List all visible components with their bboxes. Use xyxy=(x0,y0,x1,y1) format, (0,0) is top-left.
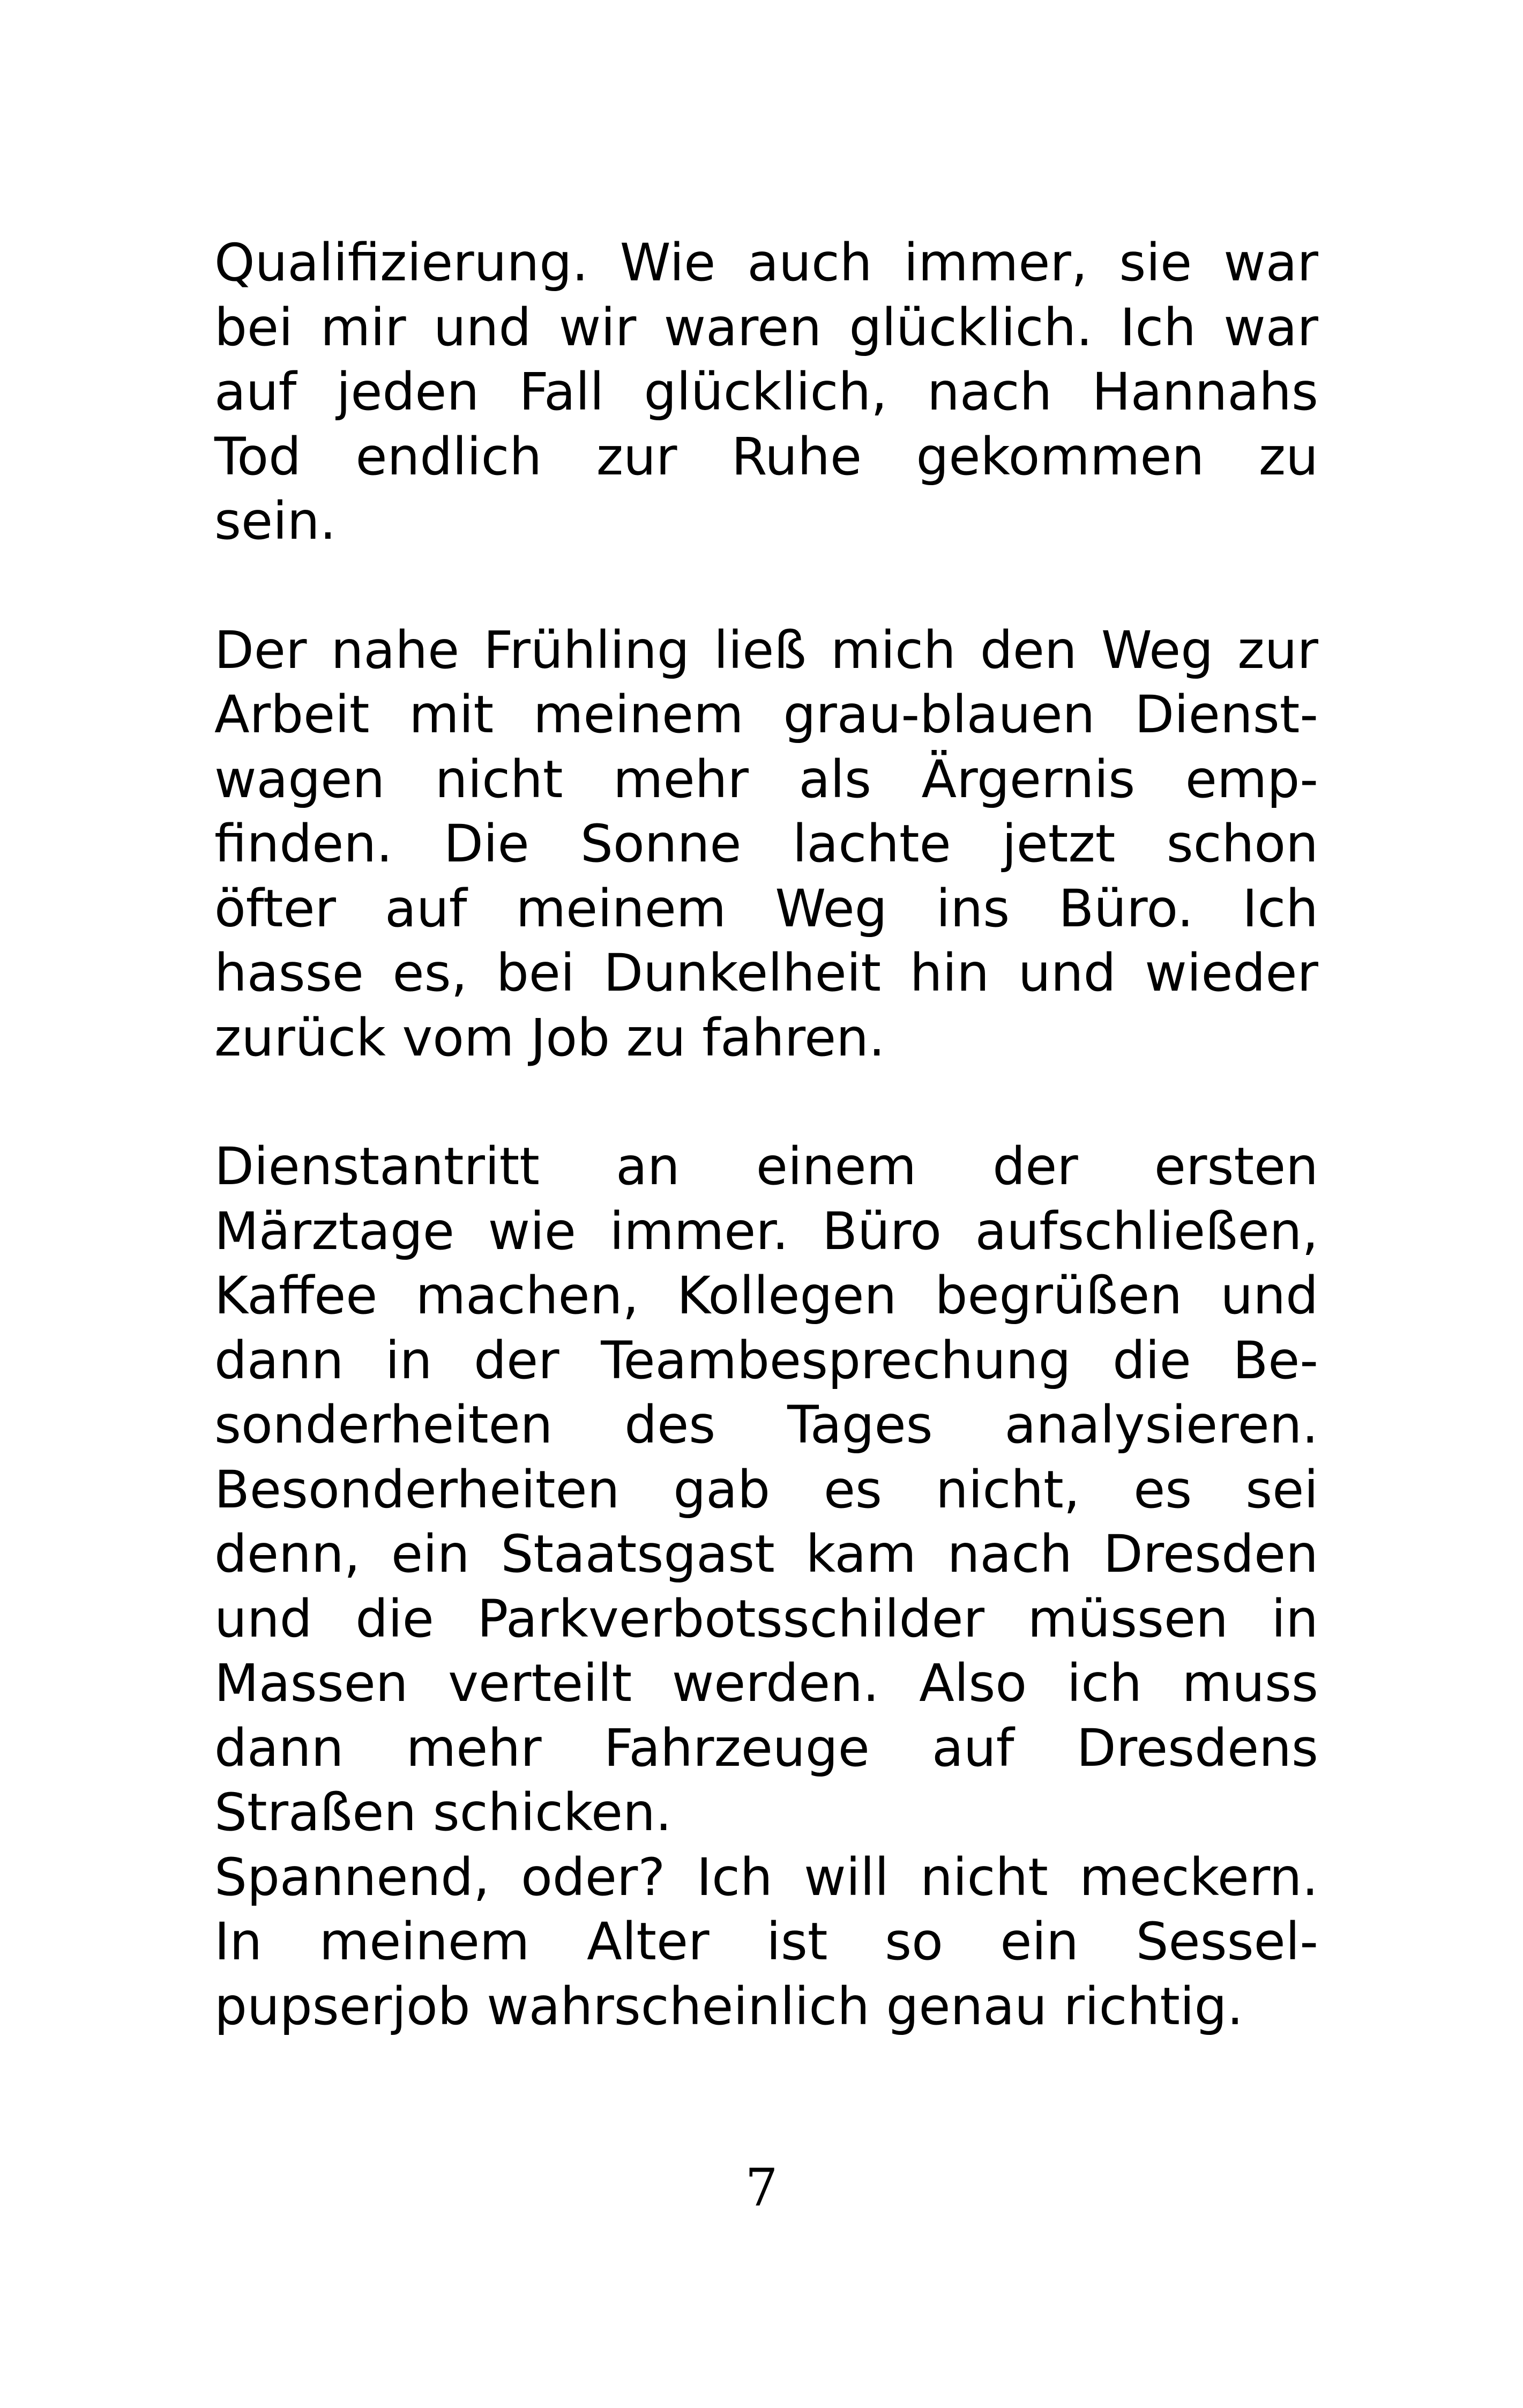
paragraph-gap xyxy=(214,554,1318,618)
text-line: sonderheiten des Tages analysieren. xyxy=(214,1395,1318,1455)
text-line: finden. Die Sonne lachte jetzt schon xyxy=(214,814,1318,874)
body-text xyxy=(214,231,1318,2039)
text-line: und die Parkverbotsschilder müssen in xyxy=(214,1588,1318,1649)
text-line: dann mehr Fahrzeuge auf Dresdens xyxy=(214,1718,1318,1778)
text-line: bei mir und wir waren glücklich. Ich war xyxy=(214,297,1318,358)
text-line: Der nahe Frühling ließ mich den Weg zur xyxy=(214,620,1318,680)
text-line: Dienstantritt an einem der ersten xyxy=(214,1136,1318,1196)
text-line: Kaffee machen, Kollegen begrüßen und xyxy=(214,1266,1318,1326)
text-line: wagen nicht mehr als Ärgernis emp- xyxy=(214,749,1318,809)
text-line: Qualifizierung. Wie auch immer, sie war xyxy=(214,233,1318,293)
paragraph-3 xyxy=(214,1134,1318,1845)
text-line: Massen verteilt werden. Also ich muss xyxy=(214,1653,1318,1713)
paragraph-gap xyxy=(214,1070,1318,1134)
page-number: 7 xyxy=(745,2158,778,2218)
text-line: denn, ein Staatsgast kam nach Dresden xyxy=(214,1524,1318,1584)
text-line: Besonderheiten gab es nicht, es sei xyxy=(214,1459,1318,1520)
text-line: Arbeit mit meinem grau-blauen Dienst- xyxy=(214,685,1318,745)
text-line: pupserjob wahrscheinlich genau richtig. xyxy=(214,1976,1244,2037)
text-line: zurück vom Job zu fahren. xyxy=(214,1007,885,1068)
text-line: In meinem Alter ist so ein Sessel- xyxy=(214,1912,1318,1972)
text-line: dann in der Teambesprechung die Be- xyxy=(214,1330,1318,1391)
paragraph-1 xyxy=(214,231,1318,554)
text-line: Spannend, oder? Ich will nicht meckern. xyxy=(214,1847,1318,1907)
text-line: Märztage wie immer. Büro aufschließen, xyxy=(214,1201,1318,1261)
text-line: hasse es, bei Dunkelheit hin und wieder xyxy=(214,943,1318,1003)
text-line: sein. xyxy=(214,491,337,551)
text-line: auf jeden Fall glücklich, nach Hannahs xyxy=(214,362,1318,422)
text-line: Tod endlich zur Ruhe gekommen zu xyxy=(214,426,1318,487)
text-line: Straßen schicken. xyxy=(214,1782,672,1842)
paragraph-4 xyxy=(214,1845,1318,2039)
paragraph-2 xyxy=(214,618,1318,1071)
text-line: öfter auf meinem Weg ins Büro. Ich xyxy=(214,878,1318,939)
